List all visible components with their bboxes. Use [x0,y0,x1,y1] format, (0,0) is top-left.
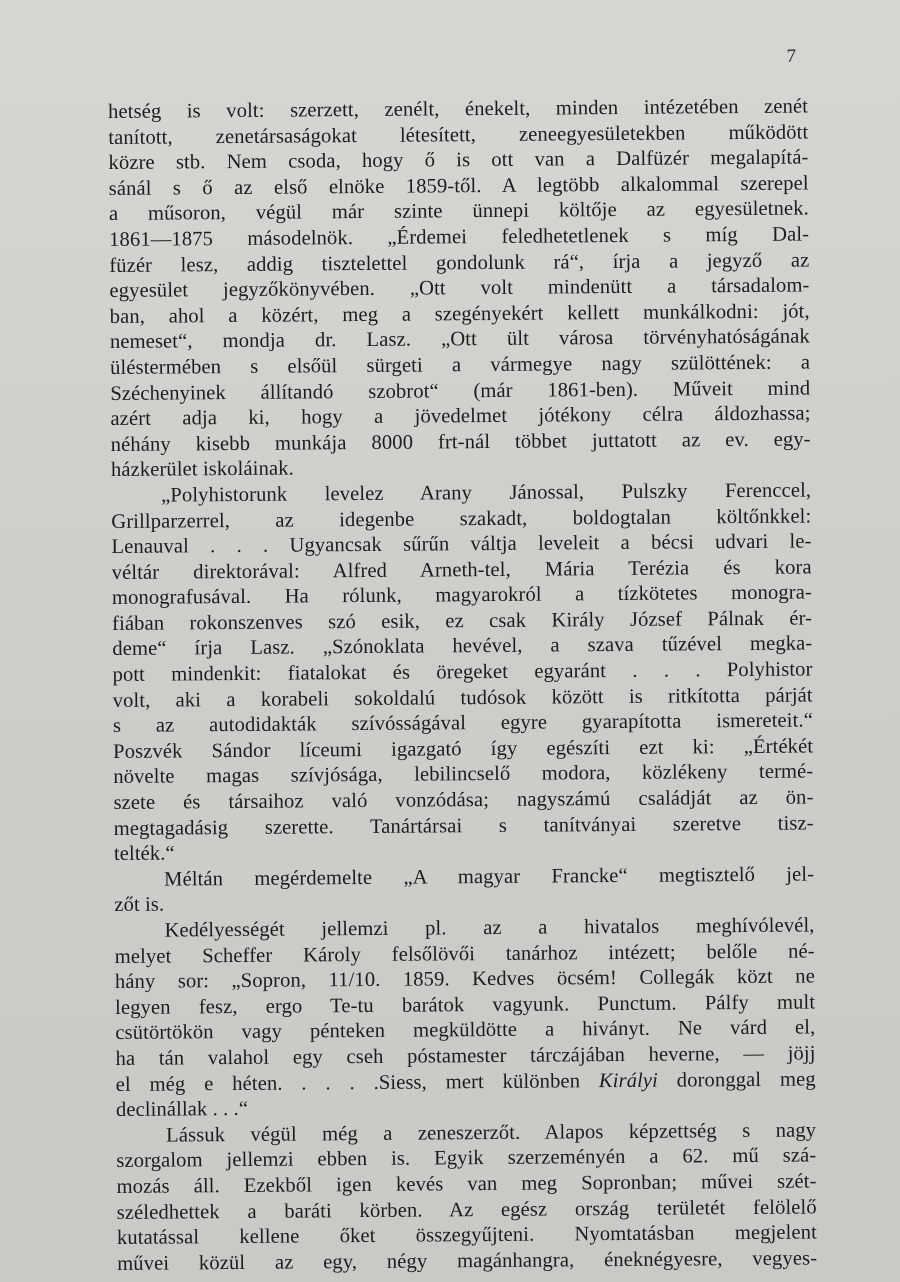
text-line: házkerület iskoláinak. [110,457,294,482]
text-line: deme“ írja Lasz. „Szónoklata hevével, a szava tűzével megka- [112,632,813,661]
text-line: legyen fesz, ergo Te-tu barátok vagyunk. Punctum. Pálfy mult [115,991,816,1019]
text-line: hetség is volt: szerzett, zenélt, énekelt, minden intézetében zenét [108,95,809,123]
text-line: volt, aki a korabeli sokoldalú tudósok között is ritkította párját [112,684,813,712]
text-line: füzér lesz, addig tisztelettel gondolunk rá“, írja a jegyző az [109,249,810,277]
text-line: ha tán valahol egy cseh póstamester tárczájában heverne, — jöjj [115,1042,816,1070]
text-line: egyesület jegyzőkönyvében. „Ott volt mindenütt a társadalom- [109,274,810,303]
text-line: növelte magas szívjósága, lebilincselő modora, közlékeny termé- [113,760,814,789]
text-line: Kedélyességét jellemzi pl. az a hivatalos meghívólevél, [164,914,815,942]
text-line: mozás áll. Ezekből igen kevés van meg Sopronban; művei szét- [116,1170,817,1198]
text-line: Széchenyinek állítandó szobrot“ (már 1861-ben). Műveit mind [110,377,811,405]
text-line: s az autodidakták szívósságával egyre gyarapította ismereteit.“ [112,709,813,738]
text-line: néhány kisebb munkája 8000 frt-nál többet juttatott az ev. egy- [110,428,811,456]
text-line: széledhettek a baráti körben. Az egész ország területét felölelő [116,1195,817,1224]
text-line: nemeset“, mondja dr. Lasz. „Ott ült városa törvényhatóságának [109,325,810,354]
text-line: tanított, zenetársaságokat létesített, zeneegyesületekben működött [108,121,809,149]
text-segment: doronggal meg [657,1068,816,1092]
body-text [108,95,817,1278]
text-line: üléstermében s elsőül sürgeti a vármegye nagy szülöttének: a [110,351,811,379]
italic-word: Királyi [598,1069,659,1092]
text-line: Poszvék Sándor líceumi igazgató így egészíti ezt ki: „Értékét [113,735,814,763]
text-segment: el még e héten. . . . .Siess, mert különben [115,1069,599,1096]
text-line: pott mindenkit: fiatalokat és öregeket egyaránt . . . Polyhistor [112,658,813,687]
text-line: szorgalom jellemzi ebben is. Egyik szerzeményén a 62. mű szá- [116,1144,817,1173]
text-line: ban, ahol a közért, meg a szegényekért kellett munkálkodni: jót, [109,300,810,328]
text-line: művei közül az egy, négy magánhangra, éneknégyesre, vegyes- [117,1247,818,1275]
text-line: a műsoron, végül már szinte ünnepi költője az egyesületnek. [108,197,809,226]
text-line: csütörtökön vagy pénteken megküldötte a hiványt. Ne várd el, [115,1016,816,1045]
text-line: monografusával. Ha rólunk, magyarokról a tízkötetes monogra- [111,581,812,610]
text-line: declinállak . . .“ [115,1098,249,1122]
text-line: közre stb. Nem csoda, hogy ő is ott van a Dalfüzér megalapítá- [108,146,809,175]
text-line: melyet Scheffer Károly felsőlövői tanárhoz intézett; belőle né- [114,940,815,968]
text-line: telték.“ [113,842,175,866]
text-line: 1861—1875 másodelnök. „Érdemei feledhetetlenek s míg Dal- [109,223,810,251]
text-line: kutatással kellene őket összegyűjteni. Nyomtatásban megjelent [116,1221,818,1250]
page-number: 7 [786,46,796,67]
text-line: „Polyhistorunk levelez Arany Jánossal, Pulszky Ferenccel, [161,479,812,507]
text-line: Grillparzerrel, az idegenbe szakadt, boldogtalan költőnkkel: [111,504,812,533]
text-line: Lenauval . . . Ugyancsak sűrűn váltja leveleit a bécsi udvari le- [111,530,812,559]
text-line: zőt is. [114,893,165,917]
text-line: fiában rokonszenves szó esik, ez csak Király József Pálnak ér- [112,607,813,635]
text-line: azért adja ki, hogy a jövedelmet jótékony célra áldozhassa; [110,402,811,431]
text-line: véltár direktorával: Alfred Arneth-tel, Mária Terézia és kora [111,556,812,584]
text-line: sánál s ő az első elnöke 1859-től. A legtöbb alkalommal szerepel [108,172,809,200]
text-line: hány sor: „Sopron, 11/10. 1859. Kedves öcsém! Collegák közt ne [114,965,815,994]
text-line: szete és társaihoz való vonzódása; nagyszámú családját az ön- [113,786,814,815]
text-line: megtagadásig szerette. Tanártársai s tanítványai szeretve tisz- [113,812,814,840]
text-line: Méltán megérdemelte „A magyar Francke“ megtisztelő jel- [164,863,815,891]
text-line: Lássuk végül még a zeneszerzőt. Alapos képzettség s nagy [166,1119,817,1147]
